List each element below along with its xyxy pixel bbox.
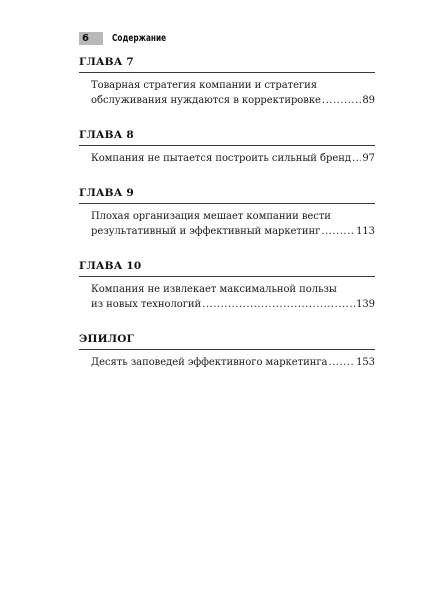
table-of-contents — [79, 55, 375, 390]
dot-leader — [322, 93, 361, 108]
entry-title-line: Плохая организация мешает компании вести — [91, 211, 331, 222]
entry-title-line: Компания не пытается построить сильный бренд — [91, 153, 351, 164]
entry-title-last-line — [91, 297, 375, 312]
dot-leader — [352, 151, 361, 166]
toc-chapter-10 — [79, 259, 375, 312]
toc-entry[interactable] — [79, 282, 375, 312]
dot-leader — [321, 224, 355, 239]
entry-title-line: Десять заповедей эффективного маркетинга — [91, 357, 328, 368]
chapter-label: ЭПИЛОГ — [79, 333, 135, 345]
entry-title-last-line — [91, 93, 375, 108]
toc-entry[interactable] — [79, 151, 375, 166]
entry-title-last-line — [91, 355, 375, 370]
toc-chapter-8 — [79, 128, 375, 166]
entry-title-line: Компания не извлекает максимальной пользы — [91, 284, 337, 295]
entry-title-line: Товарная стратегия компании и стратегия — [91, 80, 318, 91]
page-reference: 139 — [356, 299, 375, 310]
toc-entry[interactable] — [79, 355, 375, 370]
chapter-divider — [79, 349, 375, 350]
chapter-divider — [79, 276, 375, 277]
toc-entry[interactable] — [79, 209, 375, 239]
chapter-label: ГЛАВА 8 — [79, 129, 134, 141]
page-reference: 153 — [356, 357, 375, 368]
chapter-divider — [79, 72, 375, 73]
running-title: Содержание — [112, 33, 167, 44]
dot-leader — [202, 297, 355, 312]
chapter-label: ГЛАВА 9 — [79, 187, 134, 199]
page-reference: 113 — [356, 226, 375, 237]
toc-chapter-7 — [79, 55, 375, 108]
entry-title-last-line — [91, 224, 375, 239]
chapter-label: ГЛАВА 10 — [79, 260, 142, 272]
page-reference: 89 — [362, 95, 375, 106]
toc-entry[interactable] — [79, 78, 375, 108]
entry-title-line: из новых технологий — [91, 299, 202, 310]
toc-epilogue — [79, 332, 375, 370]
chapter-divider — [79, 203, 375, 204]
dot-leader — [328, 355, 355, 370]
entry-title-line: результативный и эффективный маркетинг — [91, 226, 321, 237]
running-head — [79, 32, 175, 45]
toc-chapter-9 — [79, 186, 375, 239]
chapter-label: ГЛАВА 7 — [79, 56, 134, 68]
chapter-divider — [79, 145, 375, 146]
entry-title-last-line — [91, 151, 375, 166]
entry-title-line: обслуживания нуждаются в корректировке — [91, 95, 321, 106]
page-number: 6 — [79, 32, 103, 45]
page-reference: 97 — [362, 153, 375, 164]
